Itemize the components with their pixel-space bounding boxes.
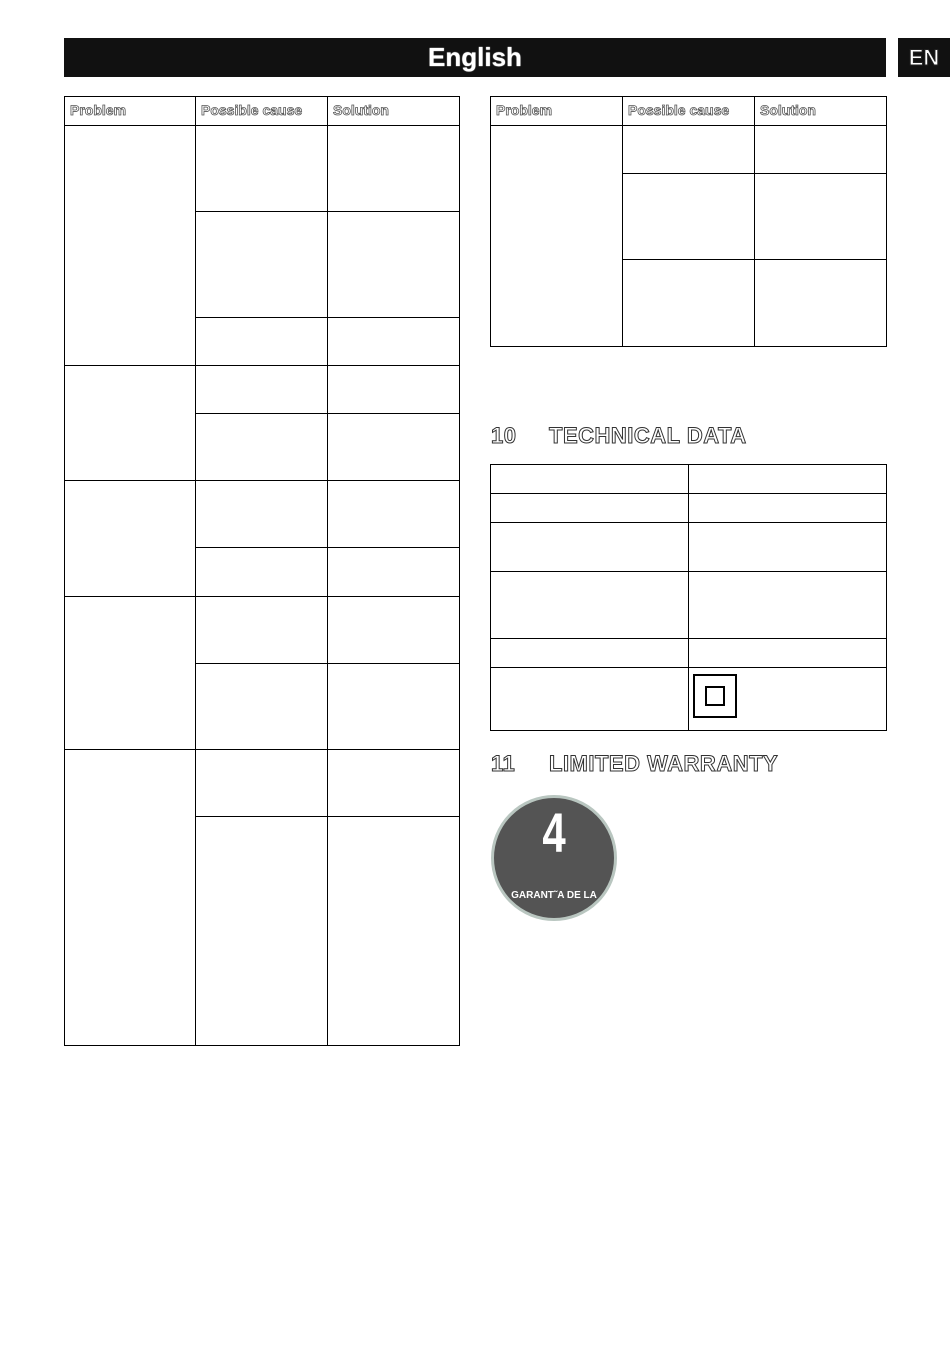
solution-cell: [328, 548, 460, 597]
page-header: [64, 38, 886, 77]
technical-data-table: [490, 464, 887, 731]
problem-cell: [65, 126, 196, 366]
spec-value-cell: [689, 572, 887, 639]
spec-label-cell: [491, 523, 689, 572]
column-header-cause: Possible cause: [196, 97, 328, 126]
section-title: LIMITED WARRANTY: [549, 751, 779, 776]
section-title: TECHNICAL DATA: [549, 423, 747, 448]
solution-cell: [328, 366, 460, 414]
problem-cell: [65, 481, 196, 597]
cause-cell: [196, 318, 328, 366]
column-header-cause: Possible cause: [623, 97, 755, 126]
cause-cell: [623, 126, 755, 174]
problem-cell: [65, 750, 196, 1046]
warranty-badge: [491, 795, 617, 921]
double-insulation-icon: [693, 674, 737, 718]
warranty-label: GARANT˜A DE LA: [511, 890, 597, 901]
warranty-years: 4: [542, 801, 566, 864]
table-row: [491, 523, 887, 572]
solution-cell: [755, 260, 887, 347]
technical-data-heading: [491, 423, 747, 449]
table-row: [65, 750, 460, 817]
cause-cell: [196, 817, 328, 1046]
spec-label-cell: [491, 572, 689, 639]
column-header-problem: Problem: [491, 97, 623, 126]
spec-label-cell: [491, 639, 689, 668]
table-header-row: [491, 97, 887, 126]
column-header-solution: Solution: [755, 97, 887, 126]
solution-cell: [328, 481, 460, 548]
solution-cell: [328, 597, 460, 664]
limited-warranty-heading: [491, 751, 778, 777]
solution-cell: [328, 212, 460, 318]
solution-cell: [755, 174, 887, 260]
spec-value-cell: [689, 465, 887, 494]
troubleshooting-table-left: [64, 96, 460, 1046]
page-title: English: [428, 42, 522, 72]
cause-cell: [196, 750, 328, 817]
language-tab: [898, 38, 950, 77]
table-row: [65, 597, 460, 664]
cause-cell: [196, 126, 328, 212]
spec-label-cell: [491, 465, 689, 494]
language-label: EN: [908, 45, 940, 70]
table-row: [65, 481, 460, 548]
double-insulation-inner-square: [705, 686, 725, 706]
column-header-problem: Problem: [65, 97, 196, 126]
solution-cell: [328, 126, 460, 212]
section-number: 10: [491, 423, 517, 448]
table-row: [65, 366, 460, 414]
solution-cell: [328, 817, 460, 1046]
cause-cell: [196, 366, 328, 414]
solution-cell: [755, 126, 887, 174]
cause-cell: [196, 212, 328, 318]
cause-cell: [196, 481, 328, 548]
spec-label-cell: [491, 668, 689, 731]
solution-cell: [328, 750, 460, 817]
table-row: [491, 494, 887, 523]
cause-cell: [623, 174, 755, 260]
table-row: [491, 639, 887, 668]
spec-label-cell: [491, 494, 689, 523]
problem-cell: [491, 126, 623, 347]
table-row: [491, 465, 887, 494]
cause-cell: [196, 548, 328, 597]
section-number: 11: [491, 751, 516, 776]
solution-cell: [328, 664, 460, 750]
cause-cell: [196, 597, 328, 664]
problem-cell: [65, 366, 196, 481]
column-header-solution: Solution: [328, 97, 460, 126]
spec-value-cell: [689, 523, 887, 572]
table-row: [491, 668, 887, 731]
table-row: [491, 572, 887, 639]
spec-value-cell: [689, 668, 887, 731]
table-header-row: [65, 97, 460, 126]
spec-value-cell: [689, 494, 887, 523]
cause-cell: [196, 414, 328, 481]
solution-cell: [328, 414, 460, 481]
troubleshooting-table-right: [490, 96, 887, 347]
solution-cell: [328, 318, 460, 366]
table-row: [491, 126, 887, 174]
problem-cell: [65, 597, 196, 750]
cause-cell: [623, 260, 755, 347]
cause-cell: [196, 664, 328, 750]
spec-value-cell: [689, 639, 887, 668]
table-row: [65, 126, 460, 212]
